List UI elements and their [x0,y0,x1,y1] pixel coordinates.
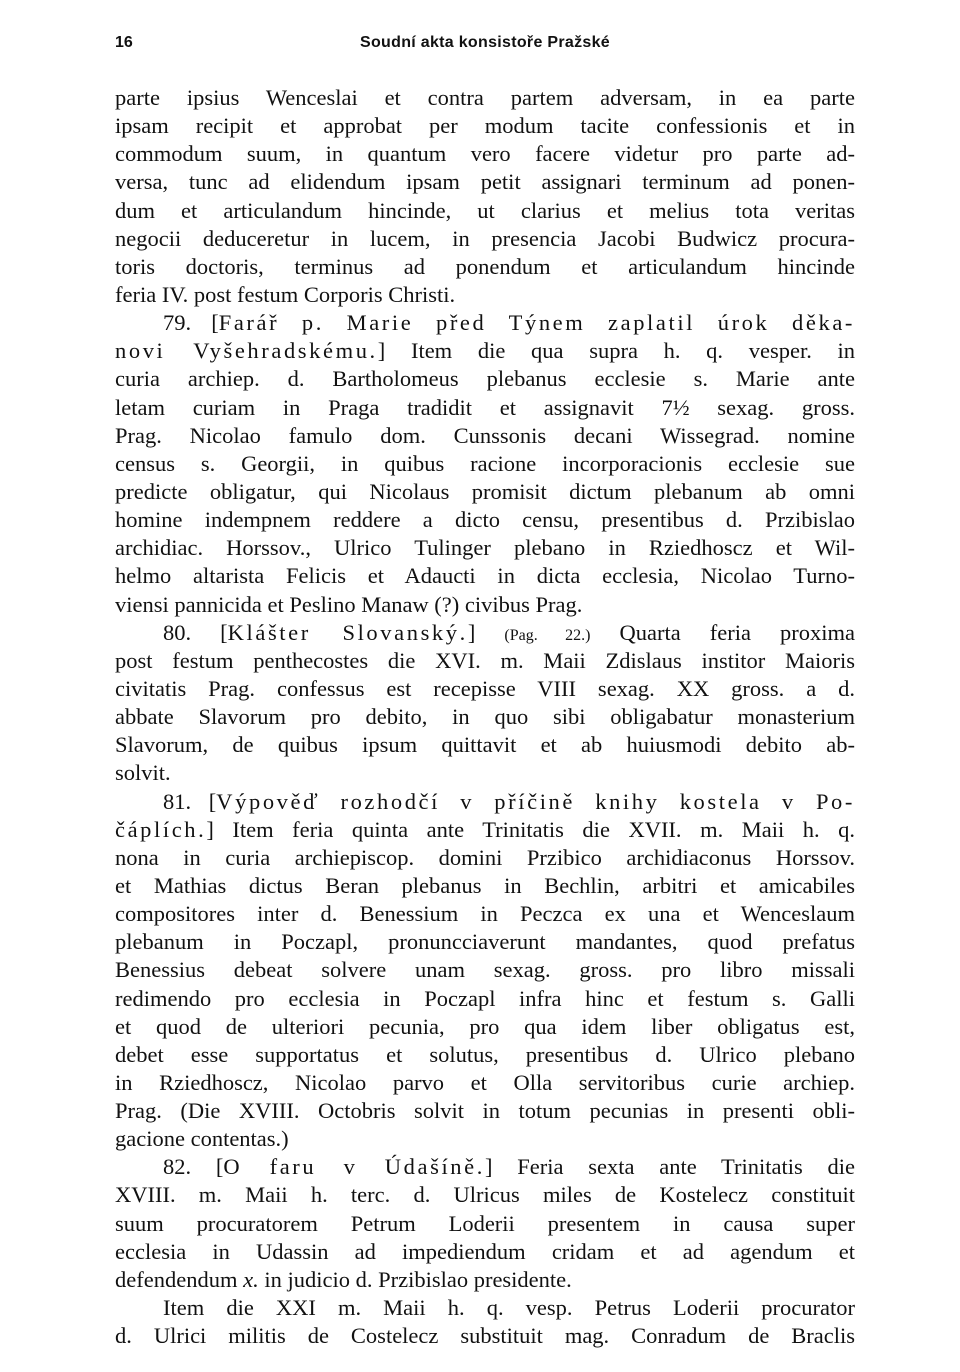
text-run: debet esse supportatus et solutus, presentibus d. Ulrico plebano [115,1041,855,1067]
text-line [115,225,855,253]
text-line [115,365,855,393]
text-line [115,506,855,534]
text-line [115,394,855,422]
text-line [115,478,855,506]
text-line [115,872,855,900]
text-run: (Pag. 22.) [504,626,591,644]
text-run: predicte obligatur, qui Nicolaus promisit dictum plebanum ab omni [115,478,855,504]
text-line [115,168,855,196]
text-line [115,309,855,337]
text-run: 80. [ [163,619,228,645]
text-run: x. [243,1266,259,1292]
text-run: helmo altarista Felicis et Adaucti in dicta ecclesia, Nicolao Turno- [115,563,855,589]
text-line [115,956,855,984]
text-line [115,562,855,590]
text-line [115,1041,855,1069]
text-run: feria IV. post festum Corporis Christi. [115,281,456,307]
entry-heading-text: čáplích. [115,816,207,842]
text-run: Prag. (Die XVIII. Octobris solvit in totum pecunias in presenti obli- [115,1098,855,1124]
running-header [115,34,855,58]
text-run: d. Ulrici militis de Costelecz substituit mag. Conradum de Braclis [115,1323,855,1349]
text-run: compositores inter d. Benessium in Peczca ex una et Wenceslaum [115,901,855,927]
text-run: in Rziedhoscz, Nicolao parvo et Olla servitoribus curie archiep. [115,1069,855,1095]
entry-heading-text: O faru v Údašíně. [223,1154,485,1180]
text-run: plebanum in Poczapl, pronuncciaverunt mandantes, quod prefatus [115,929,855,955]
text-run: ipsam recipit et approbat per modum tacite confessionis et in [115,113,855,139]
text-line [115,281,855,309]
entry-heading-text: novi Vyšehradskému. [115,338,378,364]
text-line [115,197,855,225]
text-run: commodum suum, in quantum vero facere videtur pro parte ad- [115,141,855,167]
text-line [115,1210,855,1238]
text-run: gacione contentas.) [115,1126,289,1152]
text-line [115,1181,855,1209]
text-run: 81. [ [163,788,217,814]
text-line [115,1069,855,1097]
text-run: curia archiep. d. Bartholomeus plebanus ecclesie s. Marie ante [115,366,855,392]
text-run: letam curiam in Praga tradidit et assignavit 7½ sexag. gross. [115,394,855,420]
text-run: Prag. Nicolao famulo dom. Cunssonis decani Wissegrad. nomine [115,422,855,448]
text-run: ] [467,619,505,645]
text-line [115,112,855,140]
text-line [115,1125,855,1153]
text-line [115,928,855,956]
text-line [115,788,855,816]
text-line [115,84,855,112]
text-line [115,534,855,562]
entry-heading-text: Klášter Slovanský. [227,619,468,645]
text-run: parte ipsius Wenceslai et contra partem adversam, in ea parte [115,85,855,110]
text-line [115,703,855,731]
text-line [115,253,855,281]
text-run: post festum penthecostes die XVI. m. Maii Zdislaus institor Maioris [115,647,855,673]
text-run: homine indempnem reddere a dicto censu, presentibus d. Przibislao [115,507,855,533]
text-line [115,1322,855,1350]
text-run: ecclesia in Udassin ad impediendum cridam et ad agendum et [115,1238,855,1264]
text-run: XVIII. m. Maii h. terc. d. Ulricus miles de Kostelecz constituit [115,1182,855,1208]
text-run: negocii deduceretur in lucem, in presencia Jacobi Budwicz procura- [115,225,855,251]
text-run: Item die XXI m. Maii h. q. vesp. Petrus Loderii procurator [163,1295,855,1321]
text-line [115,1294,855,1322]
text-run: Benessius debeat solvere unam sexag. gross. pro libro missali [115,957,855,983]
text-run: solvit. [115,760,171,786]
text-run: viensi pannicida et Peslino Manaw (?) civibus Prag. [115,591,583,617]
page-number: 16 [115,34,133,51]
text-run: et Mathias dictus Beran plebanus in Bechlin, arbitri et amicabiles [115,872,855,898]
text-line [115,731,855,759]
text-run: 79. [ [163,310,219,336]
text-run: civitatis Prag. confessus est recepisse VIII sexag. XX gross. a d. [115,675,855,701]
text-run: 82. [ [163,1154,224,1180]
text-line [115,1238,855,1266]
text-run: Slavorum, de quibus ipsum quittavit et ab huiusmodi debito ab- [115,732,855,758]
text-run: suum procuratorem Petrum Loderii presentem in causa super [115,1210,855,1236]
text-run: Quarta feria proxima [590,619,855,645]
text-run: versa, tunc ad elidendum ipsam petit assignari terminum ad ponen- [115,169,855,195]
text-line [115,337,855,365]
text-run: ] Item die qua supra h. q. vesper. in [377,338,856,364]
document-body [115,84,855,1350]
text-line [115,759,855,787]
text-run: dum et articulandum hincinde, ut clarius et melius tota veritas [115,197,855,223]
text-run: redimendo pro ecclesia in Poczapl infra hinc et festum s. Galli [115,985,855,1011]
text-line [115,619,855,647]
text-line [115,816,855,844]
text-line [115,1013,855,1041]
running-title: Soudní akta konsistoře Pražské [360,34,610,51]
text-line [115,1153,855,1181]
text-run: archidiac. Horssov., Ulrico Tulinger plebano in Rziedhoscz et Wil- [115,535,855,561]
text-line [115,422,855,450]
text-line [115,844,855,872]
text-line [115,450,855,478]
text-line [115,985,855,1013]
text-run: ] Item feria quinta ante Trinitatis die XVII. m. Maii h. q. [206,816,855,842]
text-run: nona in curia archiepiscop. domini Przibico archidiaconus Horssov. [115,844,855,870]
text-run: defendendum [115,1266,244,1292]
text-line [115,675,855,703]
text-run: in judicio d. Przibislao presidente. [258,1266,572,1292]
text-run: census s. Georgii, in quibus racione incorporacionis ecclesie sue [115,450,855,476]
text-run: et quod de ulteriori pecunia, pro qua idem liber obligatus est, [115,1013,855,1039]
text-line [115,591,855,619]
text-line [115,1097,855,1125]
text-line [115,1266,855,1294]
text-run: abbate Slavorum pro debito, in quo sibi obligabatur monasterium [115,704,855,730]
text-run: ] Feria sexta ante Trinitatis die [484,1154,855,1180]
text-line [115,900,855,928]
text-line [115,647,855,675]
entry-heading-text: Farář p. Marie před Týnem zaplatil úrok děka- [218,310,855,336]
text-line [115,140,855,168]
entry-heading-text: Výpověď rozhodčí v příčině knihy kostela v Po- [216,788,856,814]
text-run: toris doctoris, terminus ad ponendum et articulandum hincinde [115,253,855,279]
